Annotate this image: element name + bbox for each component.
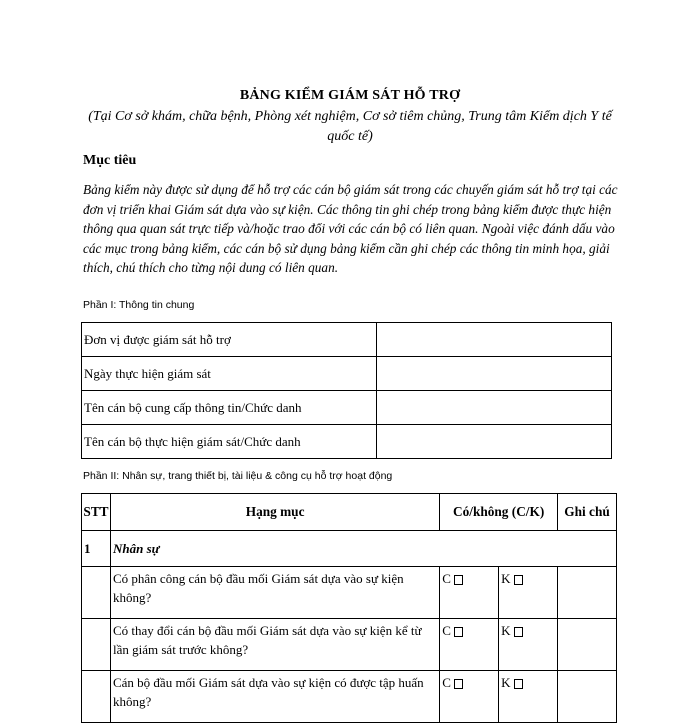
table-row — [82, 391, 612, 425]
header-item: Hạng mục — [110, 494, 439, 531]
checkbox-icon — [454, 679, 463, 689]
table-row — [82, 323, 612, 357]
header-note: Ghi chú — [558, 494, 617, 531]
option-k-checkbox[interactable] — [499, 619, 558, 671]
objective-heading: Mục tiêu — [83, 153, 137, 168]
note-field[interactable] — [558, 619, 617, 671]
table-row — [82, 671, 617, 723]
table-row — [82, 619, 617, 671]
option-k-label: K — [501, 571, 511, 586]
info-label: Đơn vị được giám sát hỗ trợ — [82, 323, 377, 357]
option-c-label: C — [442, 571, 451, 586]
info-label: Tên cán bộ cung cấp thông tin/Chức danh — [82, 391, 377, 425]
section-name: Nhân sự — [110, 531, 616, 567]
item-text: Có phân công cán bộ đầu mối Giám sát dựa vào sự kiện không? — [110, 567, 439, 619]
document-subtitle: (Tại Cơ sở khám, chữa bệnh, Phòng xét nghiệm, Cơ sở tiêm chủng, Trung tâm Kiểm dịch Y tế quốc tế) — [88, 109, 612, 144]
option-k-label: K — [501, 675, 511, 690]
checkbox-icon — [454, 575, 463, 585]
table-row — [82, 357, 612, 391]
table-row — [82, 567, 617, 619]
option-c-checkbox[interactable] — [440, 567, 499, 619]
info-value-field[interactable] — [377, 425, 612, 459]
checkbox-icon — [514, 627, 523, 637]
document-title: BẢNG KIỂM GIÁM SÁT HỖ TRỢ — [239, 88, 461, 103]
note-field[interactable] — [558, 567, 617, 619]
general-info-table — [81, 322, 612, 459]
part1-label: Phần I: Thông tin chung — [83, 299, 195, 311]
checklist-table — [81, 493, 617, 723]
option-c-label: C — [442, 675, 451, 690]
stt-cell — [82, 671, 111, 723]
checkbox-icon — [454, 627, 463, 637]
option-k-label: K — [501, 623, 511, 638]
option-k-checkbox[interactable] — [499, 567, 558, 619]
table-row — [82, 425, 612, 459]
info-label: Ngày thực hiện giám sát — [82, 357, 377, 391]
section-number: 1 — [82, 531, 111, 567]
info-value-field[interactable] — [377, 357, 612, 391]
option-c-checkbox[interactable] — [440, 671, 499, 723]
table-header-row — [82, 494, 617, 531]
info-label: Tên cán bộ thực hiện giám sát/Chức danh — [82, 425, 377, 459]
option-k-checkbox[interactable] — [499, 671, 558, 723]
checkbox-icon — [514, 575, 523, 585]
header-stt: STT — [82, 494, 111, 531]
info-value-field[interactable] — [377, 391, 612, 425]
stt-cell — [82, 567, 111, 619]
item-text: Có thay đổi cán bộ đầu mối Giám sát dựa vào sự kiện kể từ lần giám sát trước không? — [110, 619, 439, 671]
note-field[interactable] — [558, 671, 617, 723]
item-text: Cán bộ đầu mối Giám sát dựa vào sự kiện có được tập huấn không? — [110, 671, 439, 723]
header-yesno: Có/không (C/K) — [440, 494, 558, 531]
section-row — [82, 531, 617, 567]
info-value-field[interactable] — [377, 323, 612, 357]
checkbox-icon — [514, 679, 523, 689]
stt-cell — [82, 619, 111, 671]
option-c-label: C — [442, 623, 451, 638]
option-c-checkbox[interactable] — [440, 619, 499, 671]
objective-paragraph: Bảng kiểm này được sử dụng để hỗ trợ các cán bộ giám sát trong các chuyến giám sát hỗ trợ tại các đơn vị triển khai Giám sát dựa vào sự kiện. Các thông tin ghi chép trong bảng kiểm được thực hiện thông qua quan sát trực tiếp và/hoặc trao đổi với các cán bộ có liên quan. Ngoài việc đánh dấu vào các mục trong bảng kiểm, các cán bộ sử dụng bảng kiểm cần ghi chép các thông tin minh họa, giải thích, chú thích cho từng nội dung có liên quan. — [83, 182, 618, 276]
part2-label: Phần II: Nhân sự, trang thiết bị, tài liệu & công cụ hỗ trợ hoạt động — [83, 470, 393, 482]
